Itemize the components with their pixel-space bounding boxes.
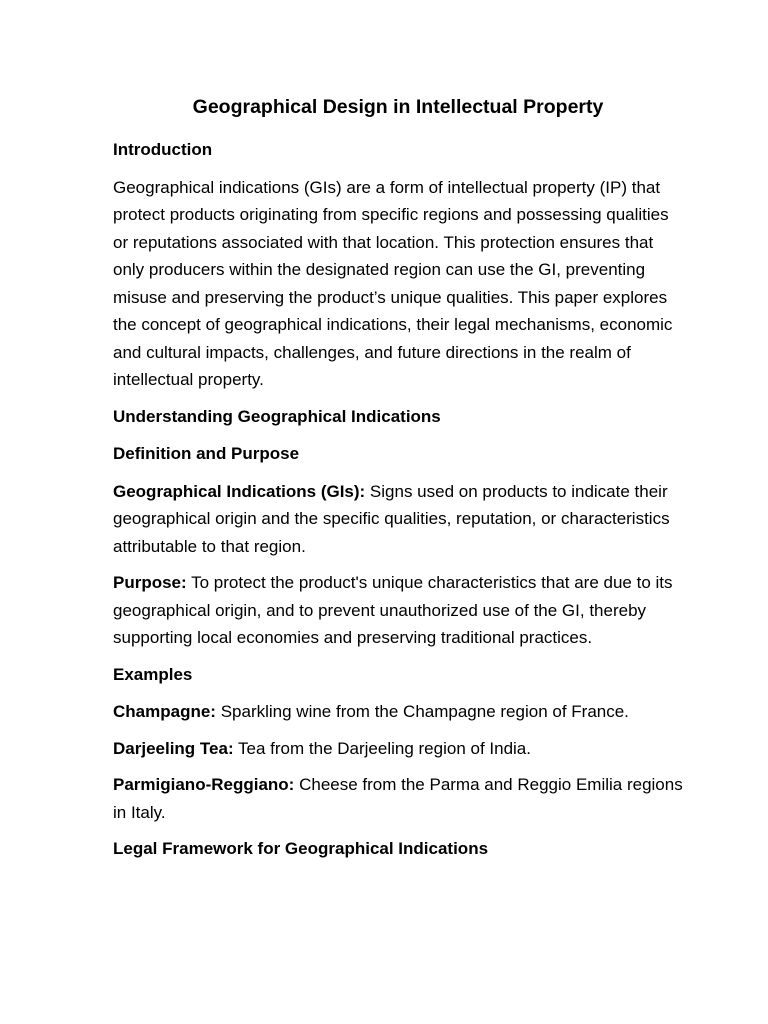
example-text: Cheese from the Parma and Reggio Emilia regions in Italy. — [113, 775, 683, 822]
gi-definition-paragraph — [113, 478, 683, 561]
example-term: Darjeeling Tea: — [113, 738, 234, 758]
legal-framework-heading: Legal Framework for Geographical Indications — [113, 839, 489, 858]
document-title: Geographical Design in Intellectual Property — [192, 96, 604, 118]
purpose-text: To protect the product's unique characteristics that are due to its geographical origin, and to prevent unauthorized use of the GI, thereby supporting local economies and preserving traditional practices. — [113, 573, 673, 647]
introduction-paragraph: Geographical indications (GIs) are a form of intellectual property (IP) that protect products originating from specific regions and possessing qualities or reputations associated with that location. This protection ensures that only producers within the designated region can use the GI, preventing misuse and preserving the product’s unique qualities. This paper explores the concept of geographical indications, their legal mechanisms, economic and cultural impacts, challenges, and future directions in the realm of intellectual property. — [113, 177, 673, 389]
purpose-term: Purpose: — [113, 573, 187, 592]
purpose-paragraph — [113, 569, 683, 652]
gi-text: Signs used on products to indicate their geographical origin and the specific qualities, reputation, or characteristics attributable to that region. — [113, 481, 670, 556]
introduction-heading: Introduction — [113, 140, 213, 159]
example-champagne — [113, 698, 683, 726]
definition-heading: Definition and Purpose — [113, 444, 300, 463]
example-text: Tea from the Darjeeling region of India. — [233, 738, 531, 758]
example-parmigiano-reggiano — [113, 771, 683, 826]
example-darjeeling-tea — [113, 735, 683, 763]
document-page — [113, 92, 683, 873]
example-term: Parmigiano-Reggiano: — [113, 775, 295, 794]
example-text: Sparkling wine from the Champagne region of France. — [215, 702, 629, 721]
examples-heading: Examples — [113, 664, 193, 684]
gi-term: Geographical Indications (GIs): — [113, 481, 366, 501]
understanding-heading: Understanding Geographical Indications — [113, 406, 441, 426]
example-term: Champagne: — [113, 702, 216, 721]
